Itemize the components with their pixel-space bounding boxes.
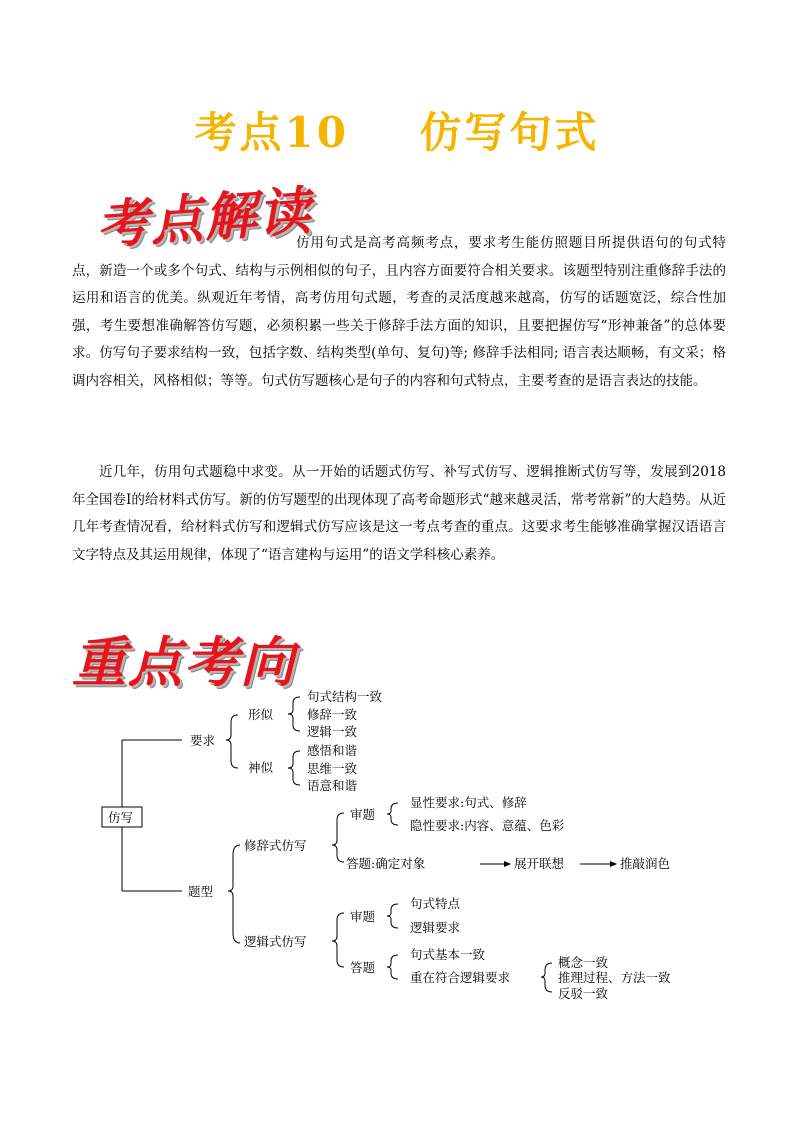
page-title: 考点10 仿写句式 bbox=[194, 108, 600, 157]
brace-luoji bbox=[332, 913, 344, 967]
node-shensi: 神似 bbox=[248, 760, 274, 775]
brace-tixing bbox=[228, 845, 240, 943]
mindmap-root-label: 仿写 bbox=[108, 810, 134, 825]
node-shensi-item-3: 语意和谐 bbox=[307, 778, 358, 793]
node-xiuci-dati-1: 答题:确定对象 bbox=[346, 856, 426, 871]
node-shensi-item-1: 感悟和谐 bbox=[307, 743, 358, 758]
node-luoji-shenti-item-1: 句式特点 bbox=[410, 896, 461, 911]
node-xiuci-shenti-item-2: 隐性要求:内容、意蕴、色彩 bbox=[410, 818, 565, 833]
node-xingsi: 形似 bbox=[248, 707, 274, 722]
mindmap-diagram bbox=[0, 680, 794, 1010]
node-xingsi-item-3: 逻辑一致 bbox=[307, 724, 358, 739]
node-xiuci-shenti: 审题 bbox=[350, 807, 376, 822]
node-xiuci-dati-3: 推敲润色 bbox=[620, 856, 671, 871]
node-luoji-shenti: 审题 bbox=[350, 909, 376, 924]
brace-xingsi bbox=[288, 697, 300, 731]
node-xiuci: 修辞式仿写 bbox=[244, 838, 307, 853]
section-heading-zhongdian-kaoxiang: 重点考向 bbox=[72, 630, 296, 694]
node-yaoqiu: 要求 bbox=[190, 733, 216, 748]
node-luoji-dati-item-1: 句式基本一致 bbox=[410, 947, 486, 962]
node-shensi-item-2: 思维一致 bbox=[307, 761, 358, 776]
brace-xiuci-shenti bbox=[387, 803, 398, 825]
node-luoji-sub-item-2: 推理过程、方法一致 bbox=[558, 970, 671, 985]
node-xiuci-shenti-item-1: 显性要求:句式、修辞 bbox=[410, 795, 527, 810]
node-luoji-dati: 答题 bbox=[350, 960, 376, 975]
node-xingsi-item-1: 句式结构一致 bbox=[307, 689, 383, 704]
node-xingsi-item-2: 修辞一致 bbox=[307, 707, 358, 722]
brace-shensi bbox=[288, 751, 300, 785]
node-luoji-shenti-item-2: 逻辑要求 bbox=[410, 920, 461, 935]
paragraph-intro: 仿用句式是高考高频考点，要求考生能仿照题目所提供语句的句式特点，新造一个或多个句式、结构与示例相似的句子，且内容方面要符合相关要求。该题型特别注重修辞手法的运用和语言的优美。纵观近年考情，高考仿用句式题，考查的灵活度越来越高，仿写的话题宽泛，综合性加强，考生要想准确解答仿写题，必须积累一些关于修辞手法方面的知识，且要把握仿写“形神兼备”的总体要求。仿写句子要求结构一致，包括字数、结构类型(单句、复句)等; 修辞手法相同; 语言表达顺畅，有文采；格调内容相关，风格相似；等等。句式仿写题核心是句子的内容和句式特点，主要考查的是语言表达的技能。 bbox=[72, 235, 726, 389]
section-heading-kaodian-jiedu: 考点解读 bbox=[94, 180, 315, 257]
node-luoji-sub-item-3: 反驳一致 bbox=[558, 986, 609, 1001]
brace-luoji-shenti bbox=[387, 904, 398, 928]
paragraph-trend: 近几年，仿用句式题稳中求变。从一开始的话题式仿写、补写式仿写、逻辑推断式仿写等，发展到2018年全国卷Ⅰ的给材料式仿写。新的仿写题型的出现体现了高考命题形式“越来越灵活，常考常新”的大趋势。从近几年考查情况看，给材料式仿写和逻辑式仿写应该是这一考点考查的重点。这要求考生能够准确掌握汉语语言文字特点及其运用规律，体现了“语言建构与运用”的语文学科核心素养。 bbox=[72, 464, 726, 563]
brace-luoji-dati bbox=[387, 955, 398, 979]
brace-yaoqiu bbox=[226, 715, 238, 768]
node-luoji: 逻辑式仿写 bbox=[244, 934, 307, 949]
brace-luoji-sub bbox=[541, 963, 552, 992]
node-luoji-sub-item-1: 概念一致 bbox=[558, 955, 609, 970]
node-tixing: 题型 bbox=[188, 884, 214, 899]
brace-xiuci bbox=[332, 813, 344, 862]
node-xiuci-dati-2: 展开联想 bbox=[514, 856, 565, 871]
node-luoji-dati-item-2: 重在符合逻辑要求 bbox=[410, 970, 511, 985]
